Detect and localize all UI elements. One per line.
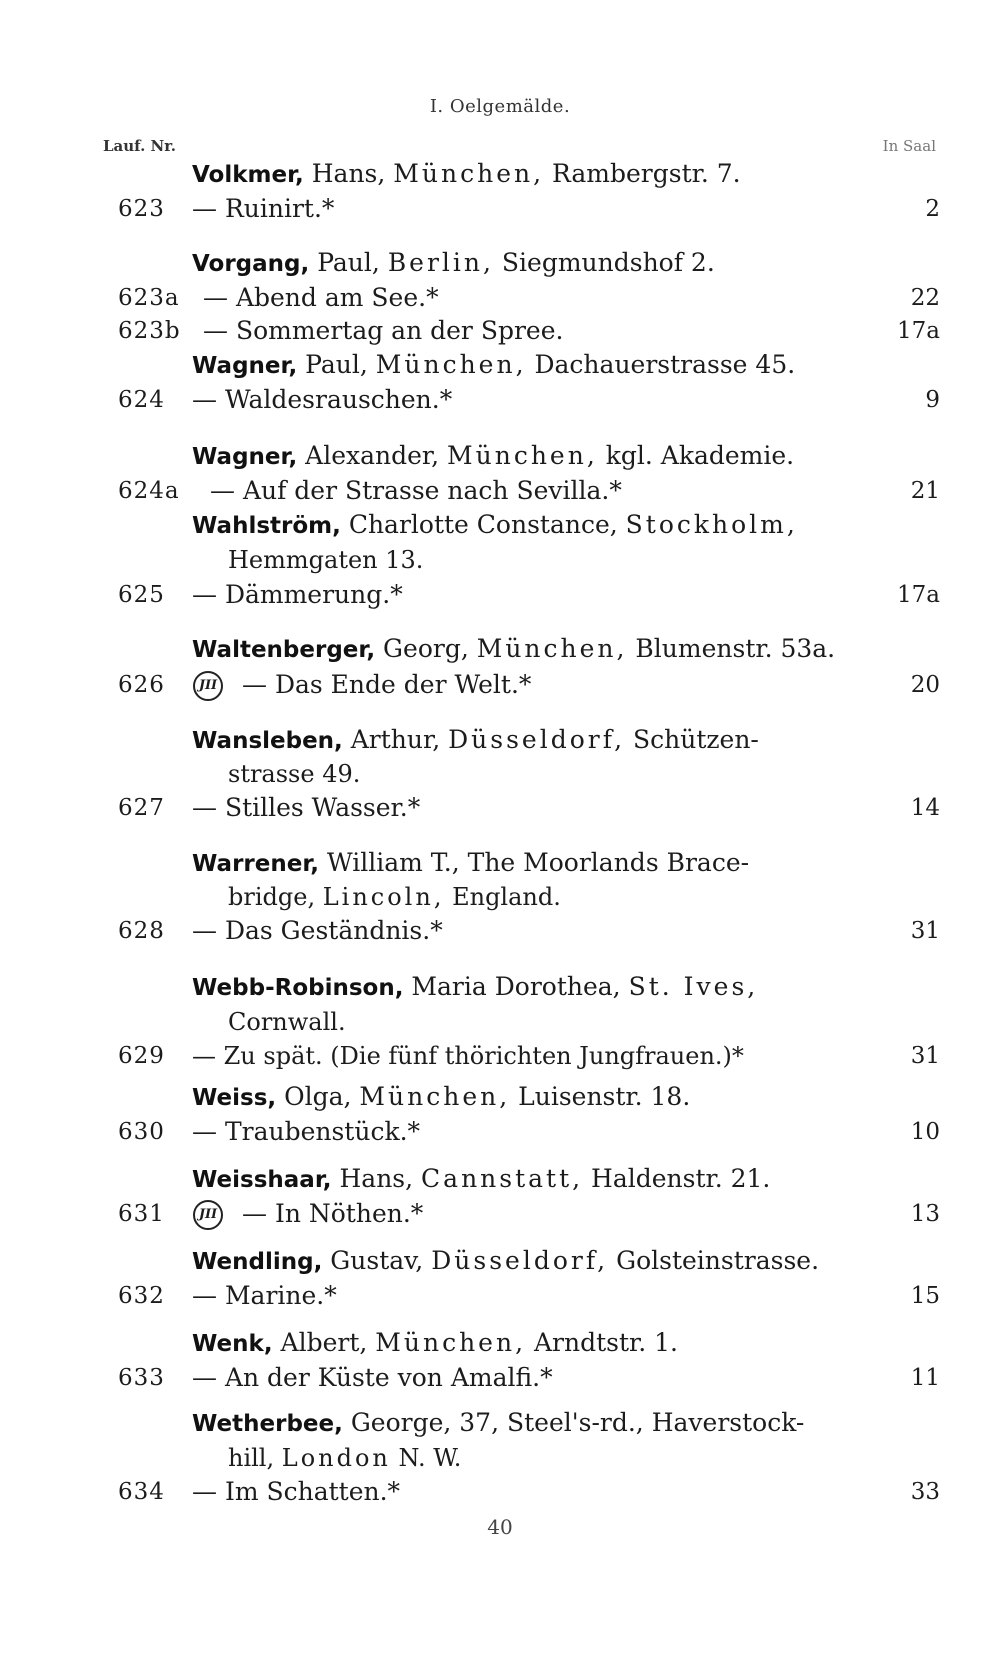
catalog-number: 627 (118, 795, 165, 821)
work-row (0, 578, 1000, 612)
artist-line (192, 723, 759, 758)
artist-name: Volkmer, (192, 162, 304, 188)
artist-entry (0, 439, 1000, 473)
artist-firstname: George, (350, 1408, 452, 1437)
artist-firstname: Paul, (317, 248, 380, 277)
work-title: — Sommertag an der Spree. (203, 316, 564, 345)
artist-address: Blumenstr. 53a. (635, 634, 836, 663)
artist-entry (0, 846, 1000, 880)
artist-country: England. (452, 883, 561, 911)
artist-firstname: Albert, (280, 1328, 368, 1357)
work-row (0, 192, 1000, 226)
artist-line (192, 157, 741, 192)
artist-name: Weiss, (192, 1085, 277, 1111)
work-row (0, 791, 1000, 825)
column-header-lauf-nr: Lauf. Nr. (103, 137, 176, 155)
catalog-number: 628 (118, 918, 165, 944)
work-row (0, 1279, 1000, 1313)
work-title: — Waldesrauschen.* (192, 385, 453, 414)
artist-address-continuation (0, 757, 1000, 791)
catalog-number: 634 (118, 1479, 165, 1505)
artist-name: Wendling, (192, 1249, 323, 1275)
catalog-number: 632 (118, 1283, 165, 1309)
artist-address: 37, Steel's-rd., Haverstock- (459, 1408, 805, 1437)
artist-address: Siegmundshof 2. (501, 248, 715, 277)
catalog-number: 631 (118, 1201, 165, 1227)
artist-entry (0, 1080, 1000, 1114)
artist-firstname: William T., (326, 848, 460, 877)
work-row (0, 474, 1000, 508)
work-row (0, 1475, 1000, 1509)
artist-line (192, 439, 794, 474)
artist-city: St. Ives, (628, 972, 759, 1001)
artist-name: Webb-Robinson, (192, 975, 404, 1001)
artist-firstname: Hans, (311, 159, 386, 188)
artist-address-continuation-line (228, 880, 561, 914)
artist-firstname: Arthur, (350, 725, 441, 754)
room-number: 31 (910, 1043, 940, 1069)
artist-address: strasse 49. (228, 760, 361, 788)
artist-city: Düsseldorf, (431, 1246, 609, 1275)
artist-entry (0, 970, 1000, 1004)
work-row (0, 1115, 1000, 1149)
page-number: 40 (487, 1515, 513, 1539)
work-title: — An der Küste von Amalfi.* (192, 1363, 553, 1392)
artist-entry (0, 1326, 1000, 1360)
artist-city: Cannstatt, (421, 1164, 584, 1193)
room-number: 2 (925, 196, 940, 222)
artist-address: Arndtstr. 1. (533, 1328, 678, 1357)
artist-entry (0, 508, 1000, 542)
artist-line (192, 1162, 770, 1197)
medal-badge-icon: JII (193, 671, 223, 701)
artist-address-continuation (0, 543, 1000, 577)
artist-address-continuation-line (228, 1441, 461, 1475)
work-row (0, 314, 1000, 348)
artist-line (192, 246, 715, 281)
artist-city: München, (375, 350, 527, 379)
catalog-number: 629 (118, 1043, 165, 1069)
work-title: — Das Ende der Welt.* (242, 670, 532, 699)
artist-name: Waltenberger, (192, 637, 376, 663)
artist-name: Vorgang, (192, 251, 310, 277)
work-title: — Stilles Wasser.* (192, 793, 421, 822)
artist-city: München, (476, 634, 628, 663)
artist-address: Cornwall. (228, 1008, 346, 1036)
work-title: — Auf der Strasse nach Sevilla.* (210, 476, 622, 505)
artist-address: Luisenstr. 18. (518, 1082, 691, 1111)
medal-badge-icon: JII (193, 1200, 223, 1230)
work-row (0, 1197, 1000, 1231)
room-number: 17a (897, 582, 940, 608)
artist-name: Wansleben, (192, 728, 343, 754)
room-number: 9 (925, 387, 940, 413)
catalog-number: 623 (118, 196, 165, 222)
artist-name: Warrener, (192, 851, 320, 877)
catalog-number: 623b (118, 318, 181, 344)
work-title: — Abend am See.* (203, 283, 439, 312)
artist-firstname: Hans, (339, 1164, 414, 1193)
work-row (0, 1039, 1000, 1073)
artist-address: kgl. Akademie. (605, 441, 795, 470)
work-row (0, 914, 1000, 948)
work-title: — Im Schatten.* (192, 1477, 401, 1506)
artist-firstname: Gustav, (330, 1246, 424, 1275)
artist-name: Wahlström, (192, 513, 341, 539)
artist-address: Haldenstr. 21. (591, 1164, 771, 1193)
artist-line (192, 632, 835, 667)
room-number: 11 (910, 1365, 940, 1391)
artist-entry (0, 1244, 1000, 1278)
room-number: 33 (910, 1479, 940, 1505)
artist-line (192, 970, 758, 1005)
artist-address-continuation (0, 1005, 1000, 1039)
work-title: — Marine.* (192, 1281, 337, 1310)
room-number: 14 (910, 795, 940, 821)
room-number: 31 (910, 918, 940, 944)
catalog-number: 626 (118, 672, 165, 698)
artist-address: Schützen- (632, 725, 759, 754)
column-header-in-saal: In Saal (882, 137, 936, 155)
artist-name: Wagner, (192, 353, 298, 379)
artist-city: London (281, 1444, 391, 1472)
catalog-number: 630 (118, 1119, 165, 1145)
artist-city: München, (447, 441, 598, 470)
artist-city: Stockholm, (625, 510, 798, 539)
artist-entry (0, 157, 1000, 191)
artist-firstname: Charlotte Constance, (348, 510, 618, 539)
catalog-number: 625 (118, 582, 165, 608)
room-number: 22 (910, 285, 940, 311)
artist-address: hill, (228, 1444, 275, 1472)
artist-line (192, 348, 795, 383)
artist-firstname: Olga, (284, 1082, 352, 1111)
artist-entry (0, 246, 1000, 280)
room-number: 17a (897, 318, 940, 344)
artist-line (192, 1326, 678, 1361)
section-title: I. Oelgemälde. (429, 96, 571, 117)
artist-line (192, 846, 749, 881)
artist-city: München, (393, 159, 545, 188)
artist-firstname: Alexander, (305, 441, 440, 470)
artist-entry (0, 348, 1000, 382)
work-title: — In Nöthen.* (242, 1199, 424, 1228)
artist-address: The Moorlands Brace- (467, 848, 750, 877)
artist-name: Weisshaar, (192, 1167, 332, 1193)
artist-name: Wetherbee, (192, 1411, 343, 1437)
artist-firstname: Maria Dorothea, (411, 972, 621, 1001)
catalog-number: 623a (118, 285, 180, 311)
work-title: — Zu spät. (Die fünf thörichten Jungfrauen.)* (192, 1042, 744, 1070)
artist-line (192, 1080, 690, 1115)
artist-line (192, 1406, 804, 1441)
work-title: — Dämmerung.* (192, 580, 403, 609)
work-title: — Das Geständnis.* (192, 916, 443, 945)
artist-name: Wenk, (192, 1331, 273, 1357)
artist-line (192, 508, 798, 543)
artist-city: München, (375, 1328, 527, 1357)
work-row (0, 383, 1000, 417)
artist-address-continuation (0, 880, 1000, 914)
artist-address: Rambergstr. 7. (552, 159, 741, 188)
room-number: 10 (910, 1119, 940, 1145)
artist-address: Dachauerstrasse 45. (534, 350, 796, 379)
catalog-number: 633 (118, 1365, 165, 1391)
artist-firstname: Georg, (383, 634, 469, 663)
room-number: 15 (910, 1283, 940, 1309)
artist-address: Hemmgaten 13. (228, 546, 424, 574)
artist-address: Golsteinstrasse. (616, 1246, 820, 1275)
artist-name: Wagner, (192, 444, 298, 470)
work-row (0, 668, 1000, 702)
artist-line (192, 1244, 819, 1279)
artist-entry (0, 723, 1000, 757)
artist-firstname: Paul, (305, 350, 368, 379)
work-title: — Ruinirt.* (192, 194, 335, 223)
artist-city: Düsseldorf, (448, 725, 626, 754)
artist-postal-district: N. W. (398, 1444, 462, 1472)
artist-entry (0, 1162, 1000, 1196)
artist-entry (0, 1406, 1000, 1440)
room-number: 20 (910, 672, 940, 698)
catalog-number: 624a (118, 478, 180, 504)
artist-entry (0, 632, 1000, 666)
work-row (0, 281, 1000, 315)
work-row (0, 1361, 1000, 1395)
catalog-number: 624 (118, 387, 165, 413)
work-title: — Traubenstück.* (192, 1117, 421, 1146)
room-number: 13 (910, 1201, 940, 1227)
artist-city: München, (359, 1082, 511, 1111)
artist-address: bridge, (228, 883, 316, 911)
artist-city: Lincoln, (322, 883, 445, 911)
room-number: 21 (910, 478, 940, 504)
artist-address-continuation (0, 1441, 1000, 1475)
artist-city: Berlin, (387, 248, 494, 277)
